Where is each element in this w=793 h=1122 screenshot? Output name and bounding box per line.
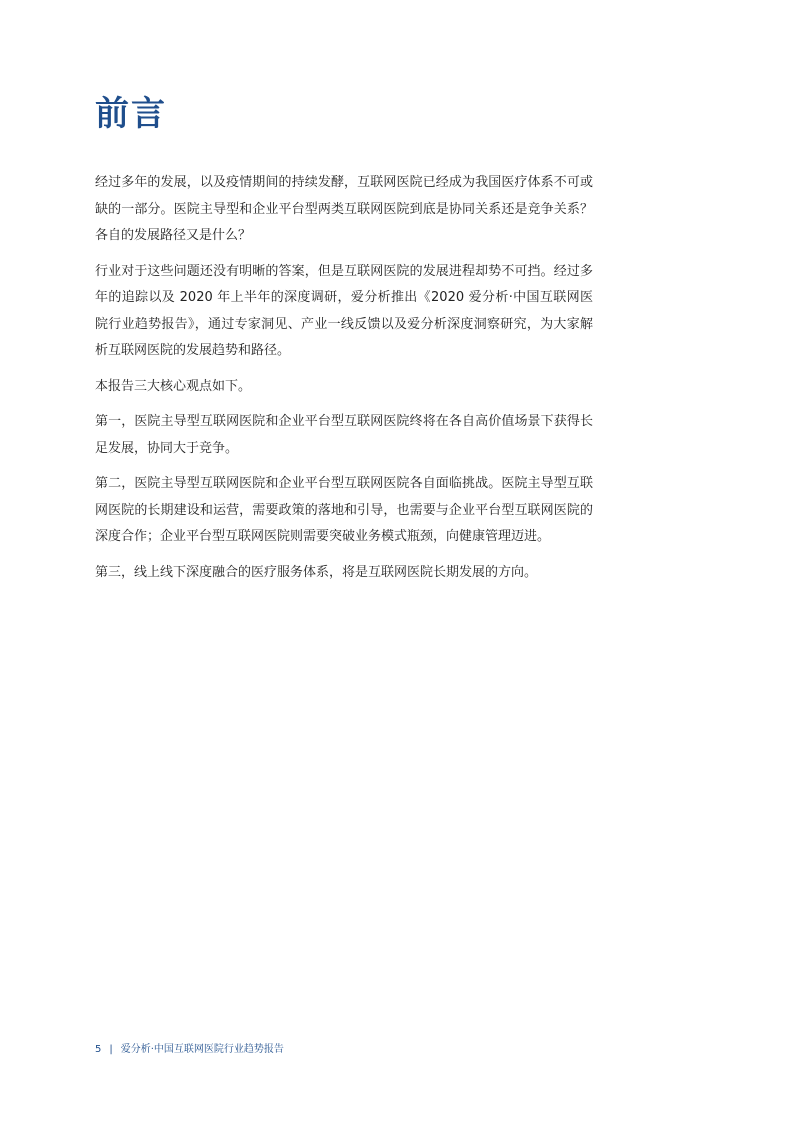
page-title: 前言 — [95, 94, 167, 134]
paragraph: 第三，线上线下深度融合的医疗服务体系，将是互联网医院长期发展的方向。 — [95, 564, 538, 580]
page-footer — [95, 1043, 284, 1057]
paragraph: 行业对于这些问题还没有明晰的答案，但是互联网医院的发展进程却势不可挡。经过多年的追踪以及 2020 年上半年的深度调研，爱分析推出《2020 爱分析·中国互联网医院行业趋势报告》，通过专家洞见、产业一线反馈以及爱分析深度洞察研究，为大家解析互联网医院的发展趋势和路径。 — [95, 263, 593, 358]
paragraph: 第一，医院主导型互联网医院和企业平台型互联网医院终将在各自高价值场景下获得长足发展，协同大于竞争。 — [95, 414, 593, 456]
paragraph: 第二，医院主导型互联网医院和企业平台型互联网医院各自面临挑战。医院主导型互联网医院的长期建设和运营，需要政策的落地和引导，也需要与企业平台型互联网医院的深度合作；企业平台型互联网医院则需要突破业务模式瓶颈，向健康管理迈进。 — [95, 476, 593, 544]
paragraph: 本报告三大核心观点如下。 — [95, 378, 252, 394]
footer-report-title: 爱分析·中国互联网医院行业趋势报告 — [120, 1044, 284, 1055]
footer-separator: | — [109, 1044, 113, 1055]
paragraph: 经过多年的发展，以及疫情期间的持续发酵，互联网医院已经成为我国医疗体系不可或缺的一部分。医院主导型和企业平台型两类互联网医院到底是协同关系还是竞争关系？各自的发展路径又是什么？ — [95, 175, 593, 243]
page-number: 5 — [95, 1044, 102, 1055]
body-content — [95, 170, 593, 595]
